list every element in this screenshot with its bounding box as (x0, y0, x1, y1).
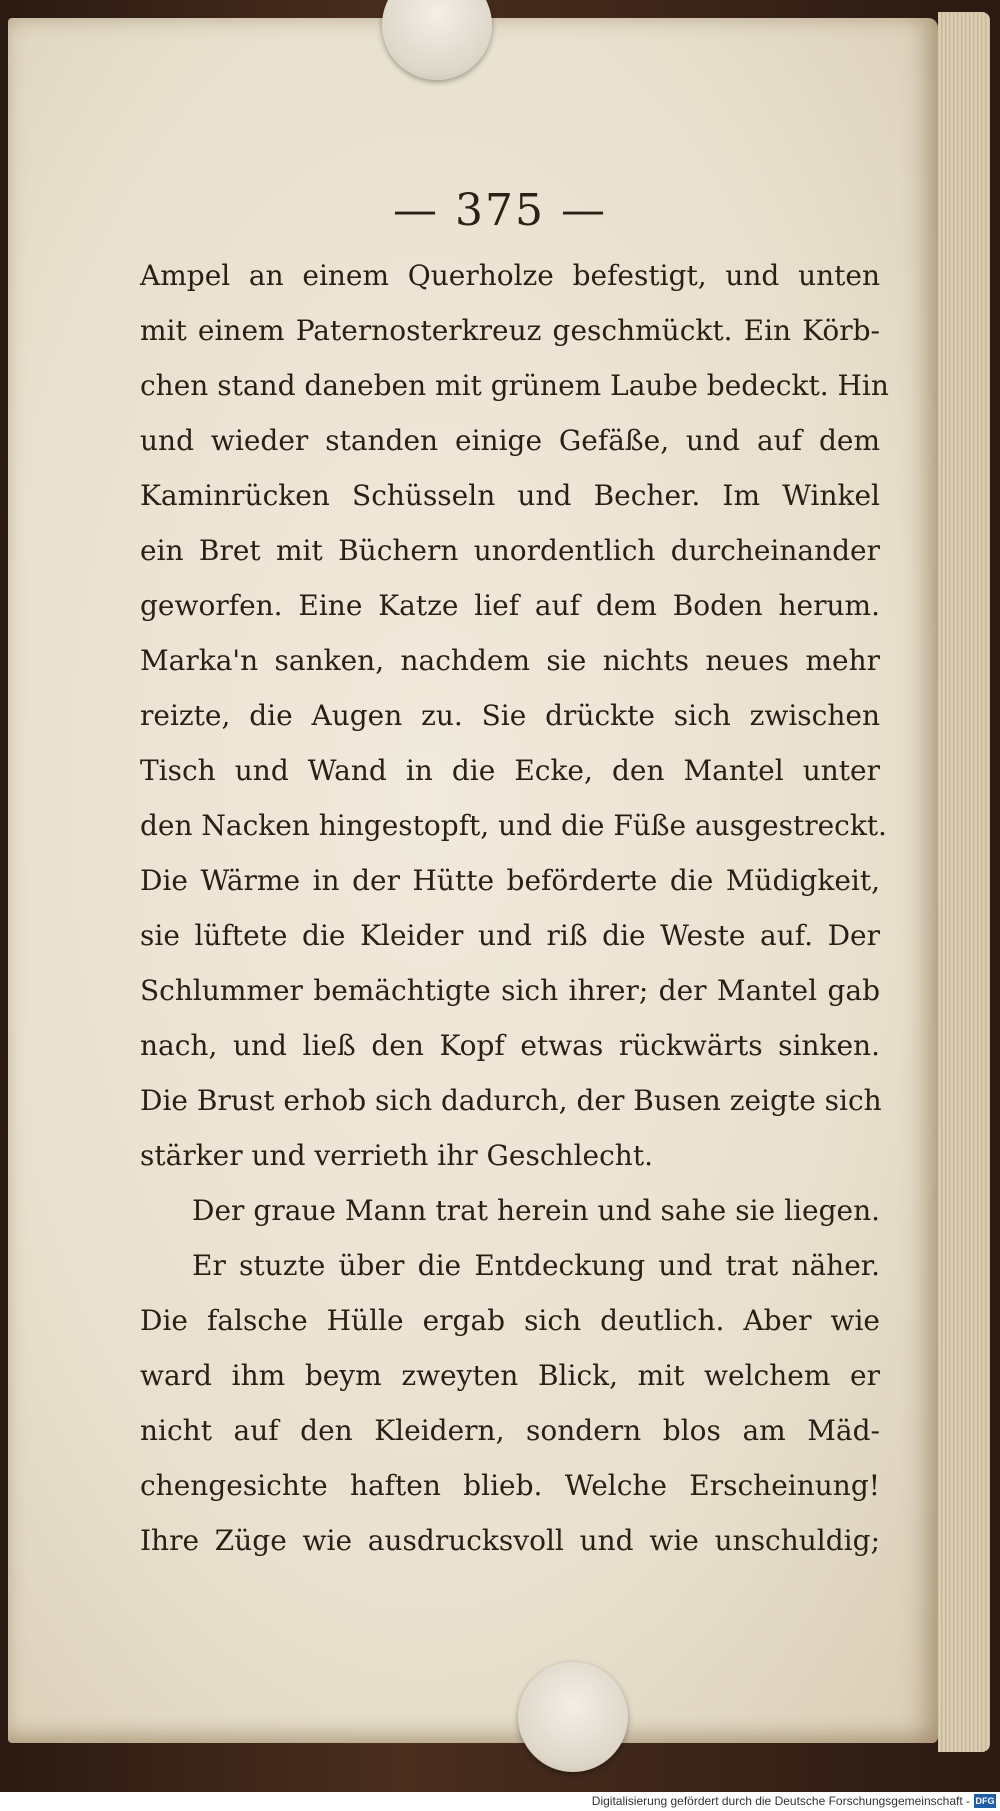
text-line: Kaminrücken Schüsseln und Becher. Im Winkel (140, 479, 880, 512)
text-line: Die Wärme in der Hütte beförderte die Müdigkeit, (140, 864, 880, 897)
page-clip-bottom (518, 1662, 628, 1772)
text-line: geworfen. Eine Katze lief auf dem Boden herum. (140, 589, 880, 622)
text-line: nach, und ließ den Kopf etwas rückwärts sinken. (140, 1029, 880, 1062)
text-line: Marka'n sanken, nachdem sie nichts neues mehr (140, 644, 880, 677)
page-edge (938, 12, 990, 1752)
text-line: den Nacken hingestopft, und die Füße ausgestreckt. (140, 809, 887, 842)
text-line: sie lüftete die Kleider und riß die Weste auf. Der (140, 919, 880, 952)
page-number: — 375 — (393, 185, 607, 236)
text-line: chengesichte haften blieb. Welche Erscheinung! (140, 1469, 880, 1502)
text-line: und wieder standen einige Gefäße, und auf dem (140, 424, 880, 457)
text-line: Der graue Mann trat herein und sahe sie liegen. (192, 1194, 880, 1227)
text-line: Ampel an einem Querholze befestigt, und unten (140, 259, 880, 292)
text-line: stärker und verrieth ihr Geschlecht. (140, 1139, 653, 1172)
dfg-logo: DFG (975, 1796, 995, 1806)
text-line: Er stuzte über die Entdeckung und trat näher. (192, 1249, 880, 1282)
text-line: Schlummer bemächtigte sich ihrer; der Mantel gab (140, 974, 880, 1007)
text-line: ein Bret mit Büchern unordentlich durcheinander (140, 534, 880, 567)
text-line: Tisch und Wand in die Ecke, den Mantel unter (140, 754, 880, 787)
text-line: nicht auf den Kleidern, sondern blos am Mäd- (140, 1414, 880, 1447)
footer-credit: Digitalisierung gefördert durch die Deutsche Forschungsgemeinschaft - (591, 1794, 970, 1808)
text-line: mit einem Paternosterkreuz geschmückt. Ein Körb- (140, 314, 880, 347)
text-line: Die Brust erhob sich dadurch, der Busen zeigte sich (140, 1084, 882, 1117)
text-line: chen stand daneben mit grünem Laube bedeckt. Hin (140, 369, 889, 402)
text-line: Die falsche Hülle ergab sich deutlich. Aber wie (140, 1304, 880, 1337)
text-line: reizte, die Augen zu. Sie drückte sich zwischen (140, 699, 880, 732)
footer-bar (0, 1792, 1000, 1811)
text-line: ward ihm beym zweyten Blick, mit welchem er (140, 1359, 880, 1392)
text-line: Ihre Züge wie ausdrucksvoll und wie unschuldig; (140, 1524, 880, 1557)
page-text-body (140, 248, 889, 1568)
